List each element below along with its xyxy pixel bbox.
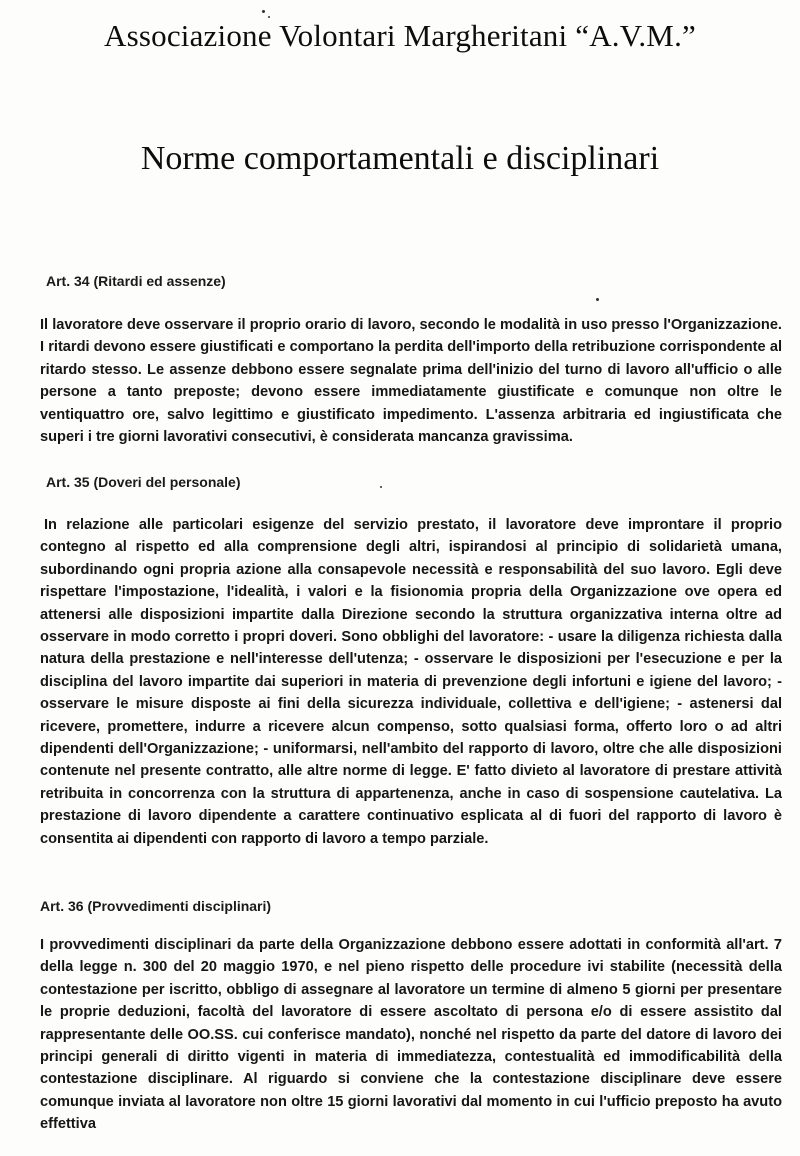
scan-speck xyxy=(380,486,382,488)
article-34-body: Il lavoratore deve osservare il proprio orario di lavoro, secondo le modalità in uso presso l'Organizzazione. I ritardi devono essere giustificati e comportano la perdita dell'importo della retribuzione corrispondente al ritardo stesso. Le assenze debbono essere segnalate prima dell'inizio del turno di lavoro all'ufficio o alle persone a tanto preposte; devono essere immediatamente giustificate e comunque non oltre le ventiquattro ore, salvo legittimo e giustificato impedimento. L'assenza arbitraria ed ingiustificata che superi i tre giorni lavorativi consecutivi, è considerata mancanza gravissima. xyxy=(40,317,782,446)
scan-speck xyxy=(262,10,265,13)
document-title: Norme comportamentali e disciplinari xyxy=(140,140,660,177)
article-35-body: In relazione alle particolari esigenze del servizio prestato, il lavoratore deve improntare il proprio contegno al rispetto ed alla comprensione degli altri, ispirandosi al principio di solidarietà umana, subordinando ogni propria azione alla consapevole necessità e responsabilità del suo lavoro. Egli deve rispettare l'impostazione, l'idealità, i valori e la fisionomia propria della Organizzazione ove opera ed attenersi alle disposizioni impartite dalla Direzione secondo la struttura organizzativa interna oltre ad osservare in modo corretto i propri doveri. Sono obblighi del lavoratore: - usare la diligenza richiesta dalla natura della prestazione e nell'interesse dell'utenza; - osservare le disposizioni per l'esecuzione e per la disciplina del lavoro impartite dai superiori in materia di prevenzione degli infortuni e igiene del lavoro; - osservare le misure disposte ai fini della sicurezza individuale, collettiva e dell'igiene; - astenersi dal ricevere, promettere, indurre a ricevere alcun compenso, sotto qualsiasi forma, offerto loro o ad altri dipendenti dell'Organizzazione; - uniformarsi, nell'ambito del rapporto di lavoro, oltre che alle disposizioni contenute nel presente contratto, alle altre norme di legge. E' fatto divieto al lavoratore di prestare attività retribuita in concorrenza con la struttura di appartenenza, anche in caso di sospensione cautelativa. La prestazione di lavoro dipendente a carattere continuativo esplicata al di fuori del rapporto di lavoro è consentita ai dipendenti con rapporto di lavoro a tempo parziale. xyxy=(40,517,782,847)
article-35-heading: Art. 35 (Doveri del personale) xyxy=(46,474,241,490)
article-34-heading: Art. 34 (Ritardi ed assenze) xyxy=(46,273,226,289)
article-36-heading: Art. 36 (Provvedimenti disciplinari) xyxy=(40,898,272,914)
article-36-body: I provvedimenti disciplinari da parte della Organizzazione debbono essere adottati in conformità all'art. 7 della legge n. 300 del 20 maggio 1970, e nel pieno rispetto delle procedure ivi stabilite (necessità della contestazione per iscritto, obbligo di assegnare al lavoratore un termine di almeno 5 giorni per presentare le proprie deduzioni, facoltà del lavoratore di essere ascoltato di persona e/o di essere assistito dal rappresentante delle OO.SS. cui conferisce mandato), nonché nel rispetto da parte del datore di lavoro dei principi generali di diritto vigenti in materia di immediatezza, contestualità ed immodificabilità della contestazione disciplinare. Al riguardo si conviene che la contestazione disciplinare deve essere comunque inviata al lavoratore non oltre 15 giorni lavorativi dal momento in cui l'ufficio preposto ha avuto effettiva xyxy=(40,937,782,1133)
organization-title: Associazione Volontari Margheritani “A.V.M.” xyxy=(104,18,696,53)
scan-speck xyxy=(596,298,599,301)
